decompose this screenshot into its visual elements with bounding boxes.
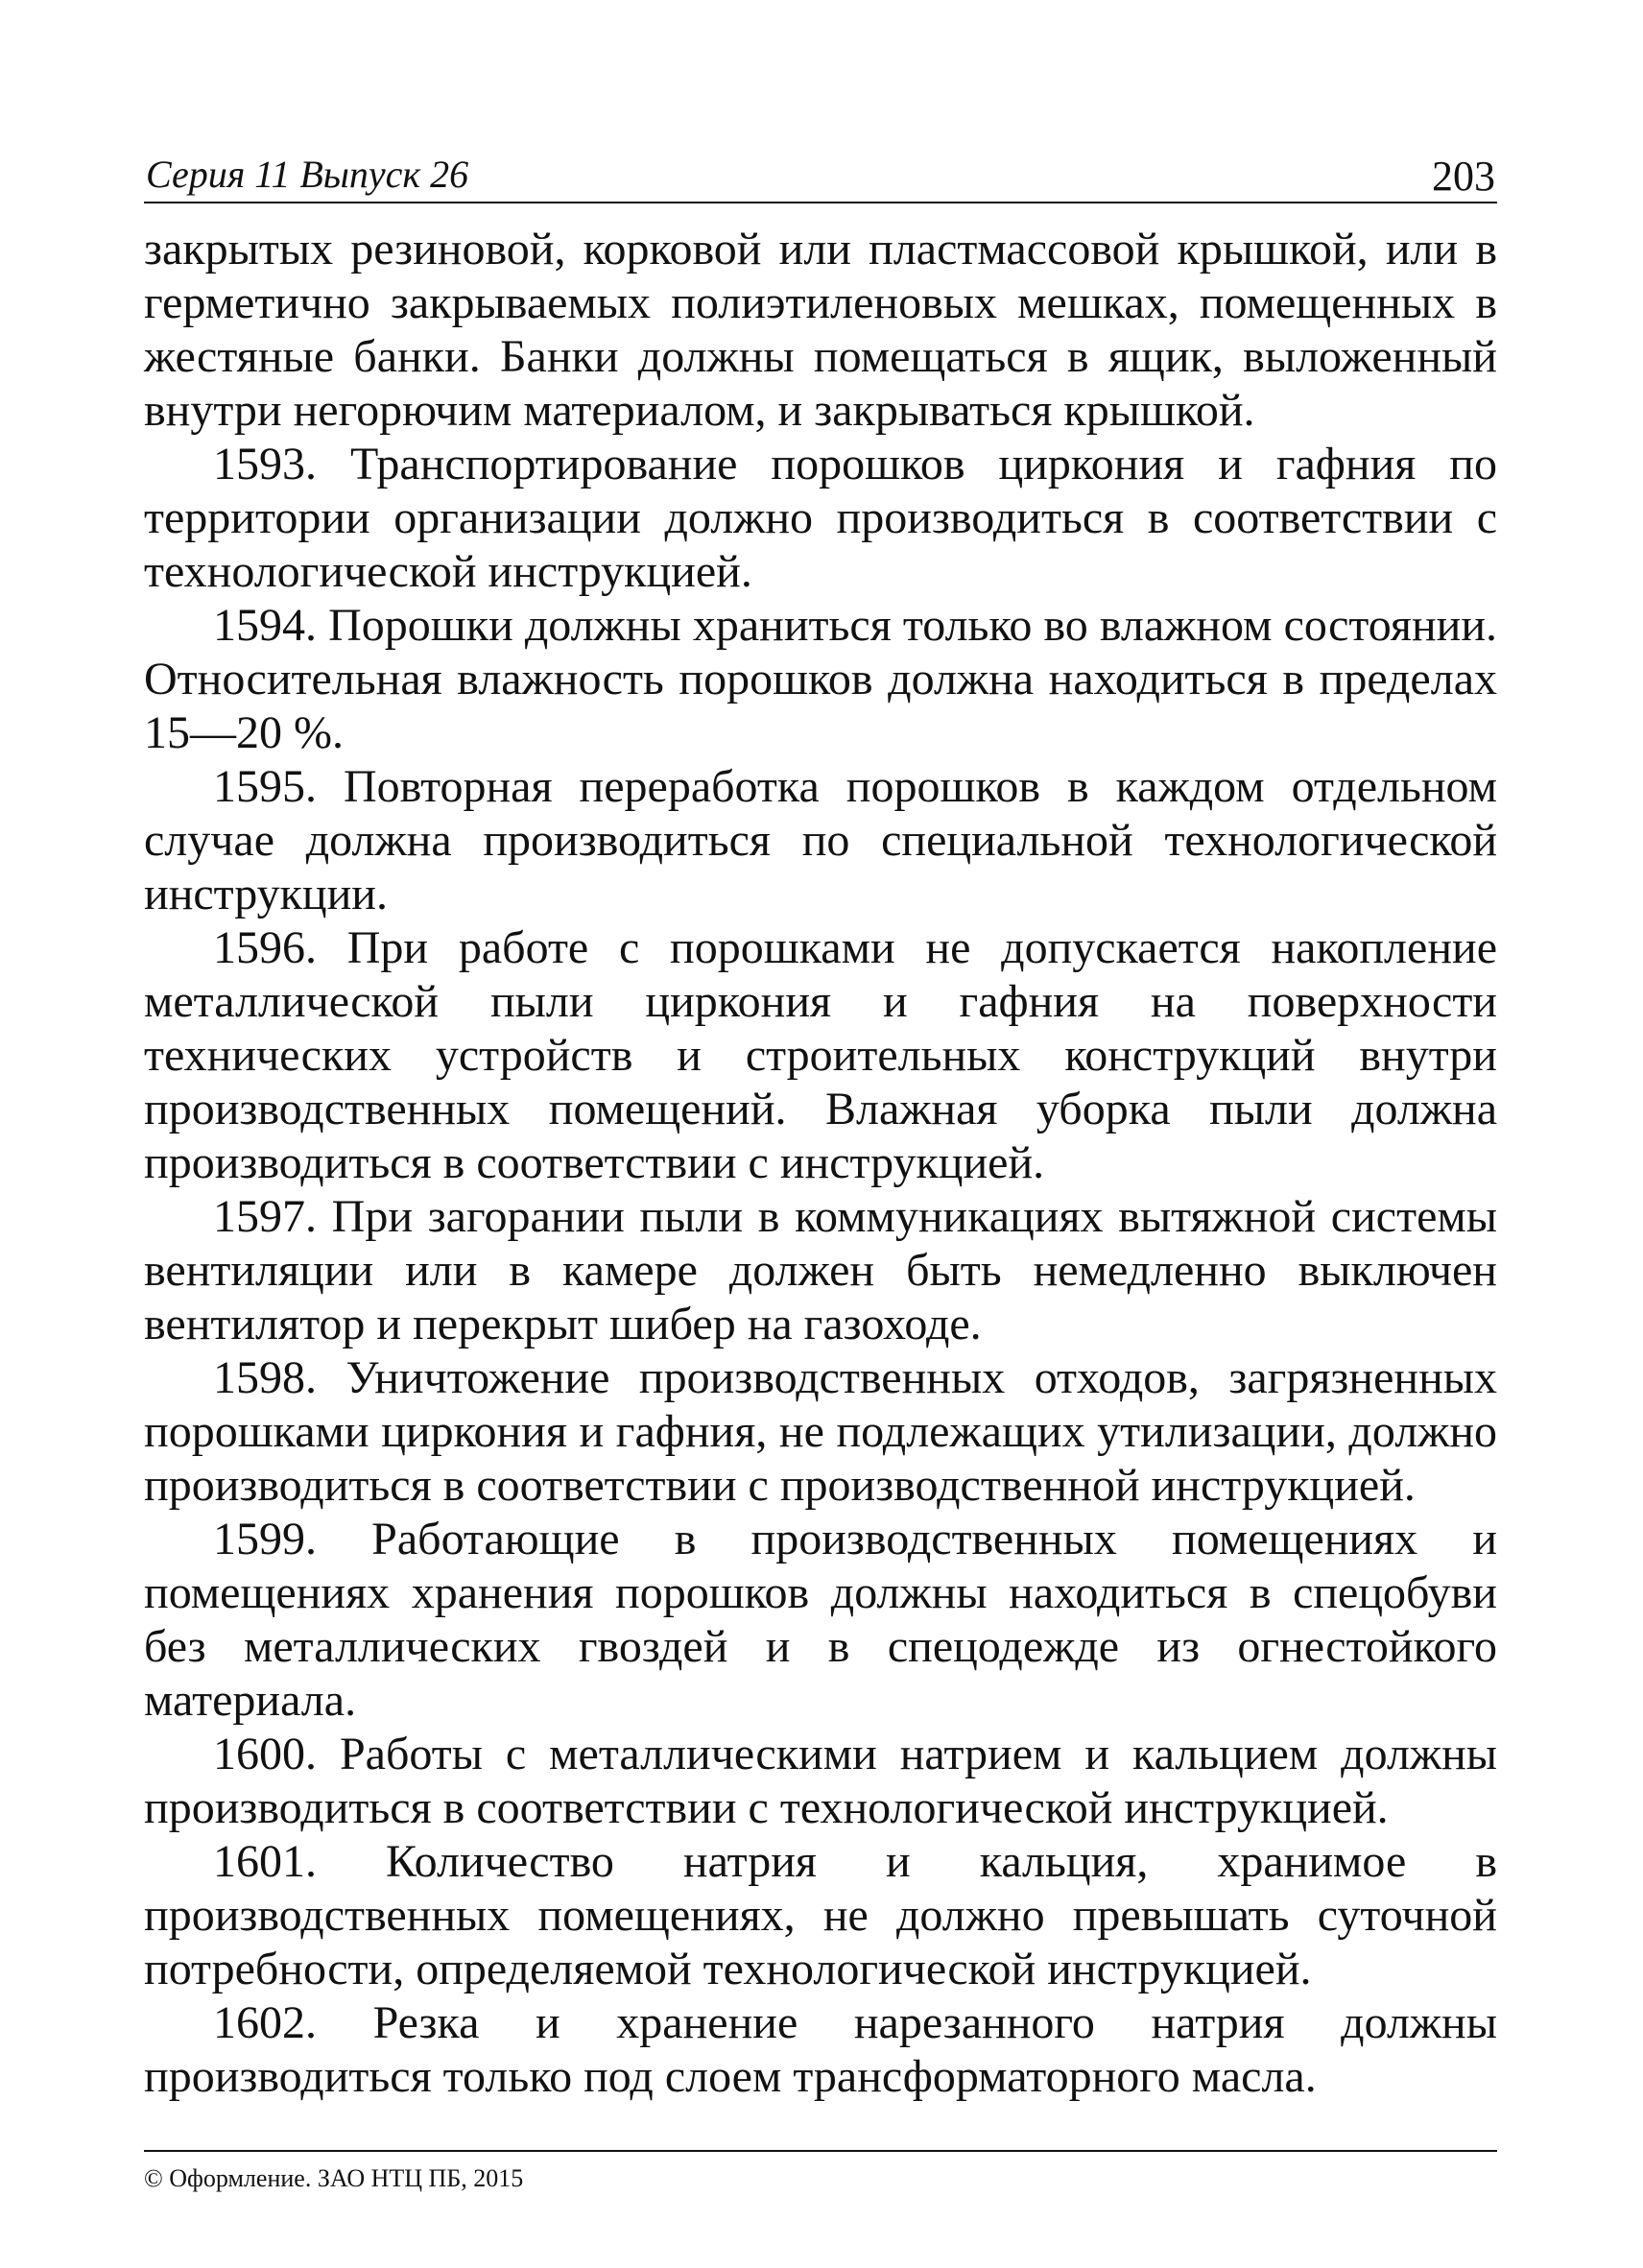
clause-1598: 1598. Уничтожение производственных отходов, загрязненных порошками циркония и гафния, не подлежащих утилизации, должно производиться в соответствии с производственной инструкцией.: [144, 1352, 1497, 1511]
running-header: [144, 144, 1497, 203]
clause-1596: 1596. При работе с порошками не допускается накопление металлической пыли циркония и гафния на поверхности технических устройств и строительных конструкций внутри производственных помещений. Влажная уборка пыли должна производиться в соответствии с инструкцией.: [144, 922, 1497, 1188]
clause-1597: 1597. При загорании пыли в коммуникациях вытяжной системы вентиляции или в камере должен быть немедленно выключен вентилятор и перекрыт шибер на газоходе.: [144, 1191, 1497, 1349]
page-number: 203: [1432, 153, 1495, 200]
copyright-footer: © Оформление. ЗАО НТЦ ПБ, 2015: [144, 2150, 1497, 2194]
paragraph-continuation: закрытых резиновой, корковой или пластмассовой крышкой, или в герметично закрываемых полиэтиленовых мешках, помещенных в жестяные банки. Банки должны помещаться в ящик, выложенный внутри негорючим материалом, и закрываться крышкой.: [144, 224, 1497, 436]
clause-1600: 1600. Работы с металлическими натрием и кальцием должны производиться в соответствии с технологической инструкцией.: [144, 1729, 1497, 1833]
clause-1601: 1601. Количество натрия и кальция, хранимое в производственных помещениях, не должно превышать суточной потребности, определяемой технологической инструкцией.: [144, 1836, 1497, 1994]
clause-1602: 1602. Резка и хранение нарезанного натрия должны производиться только под слоем трансформаторного масла.: [144, 1997, 1497, 2102]
document-page: [144, 144, 1497, 2194]
clause-1594: 1594. Порошки должны храниться только во влажном состоянии. Относительная влажность порошков должна находиться в пределах 15—20 %.: [144, 600, 1497, 758]
clause-1599: 1599. Работающие в производственных помещениях и помещениях хранения порошков должны находиться в спецобуви без металлических гвоздей и в спецодежде из огнестойкого материала.: [144, 1514, 1497, 1726]
clause-1595: 1595. Повторная переработка порошков в каждом отдельном случае должна производиться по специальной технологической инструкции.: [144, 761, 1497, 919]
clause-1593: 1593. Транспортирование порошков циркония и гафния по территории организации должно производиться в соответствии с технологической инструкцией.: [144, 439, 1497, 597]
series-label: Серия 11 Выпуск 26: [146, 153, 469, 196]
body-text: [144, 223, 1497, 2104]
